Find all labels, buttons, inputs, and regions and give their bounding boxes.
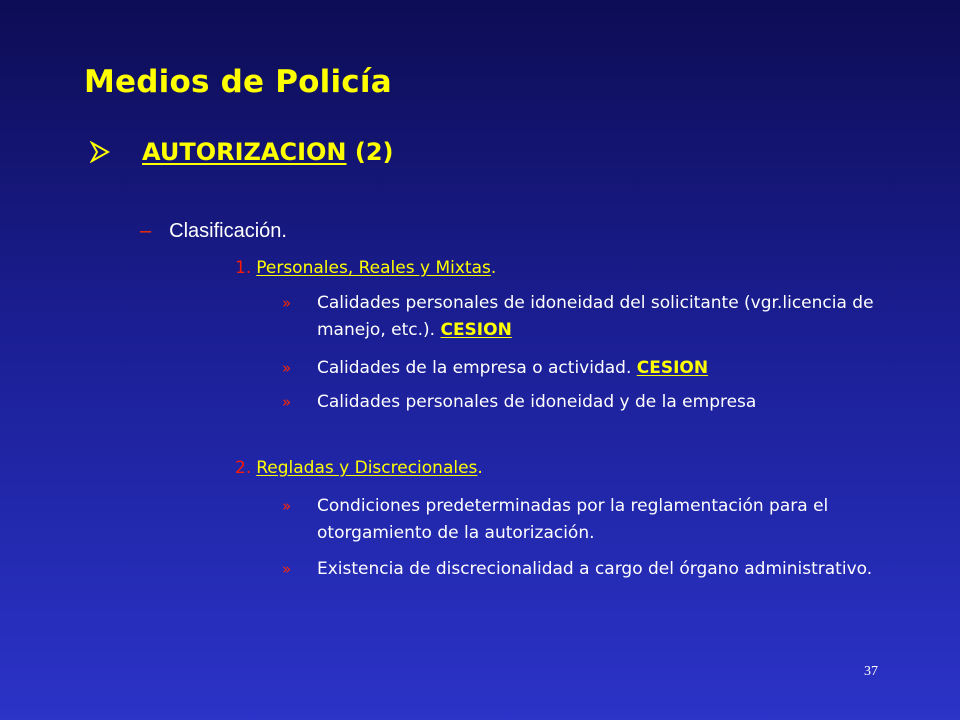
section-number: 1.: [235, 258, 252, 278]
bullet-text: Calidades de la empresa o actividad.: [317, 358, 632, 378]
bullet-text: Calidades personales de idoneidad del solicitante (vgr.licencia de manejo, etc.).: [317, 293, 874, 340]
list-item: [282, 556, 902, 583]
section-2-heading: 2. Regladas y Discrecionales.: [235, 458, 483, 478]
arrowhead-icon: [90, 141, 110, 163]
heading-text: AUTORIZACION: [142, 138, 347, 166]
page-number: 37: [864, 664, 878, 679]
list-item: [282, 355, 902, 382]
bullet-text: Condiciones predeterminadas por la reglamentación para el otorgamiento de la autorización.: [317, 496, 829, 543]
heading-row: [90, 138, 394, 166]
bullet-marker: »: [282, 393, 292, 411]
list-item: [282, 389, 902, 416]
section-label: Personales, Reales y Mixtas: [256, 258, 491, 278]
bullet-marker: »: [282, 497, 292, 515]
dash-marker: –: [140, 220, 152, 242]
section-number: 2.: [235, 458, 252, 478]
heading-suffix: (2): [354, 138, 394, 166]
bullet-text: Existencia de discrecionalidad a cargo del órgano administrativo.: [317, 559, 873, 579]
cesion-label: CESION: [636, 358, 709, 378]
bullet-marker: »: [282, 359, 292, 377]
list-item: [282, 493, 902, 547]
bullet-marker: »: [282, 560, 292, 578]
bullet-text: Calidades personales de idoneidad y de la empresa: [317, 392, 757, 412]
slide-title: Medios de Policía: [84, 64, 392, 100]
list-item: [282, 290, 902, 344]
cesion-label: CESION: [440, 320, 512, 340]
section-label: Regladas y Discrecionales: [256, 458, 478, 478]
subheading-text: Clasificación.: [169, 220, 287, 242]
bullet-marker: »: [282, 294, 292, 312]
subheading: [140, 220, 287, 243]
section-1-heading: 1. Personales, Reales y Mixtas.: [235, 258, 497, 278]
